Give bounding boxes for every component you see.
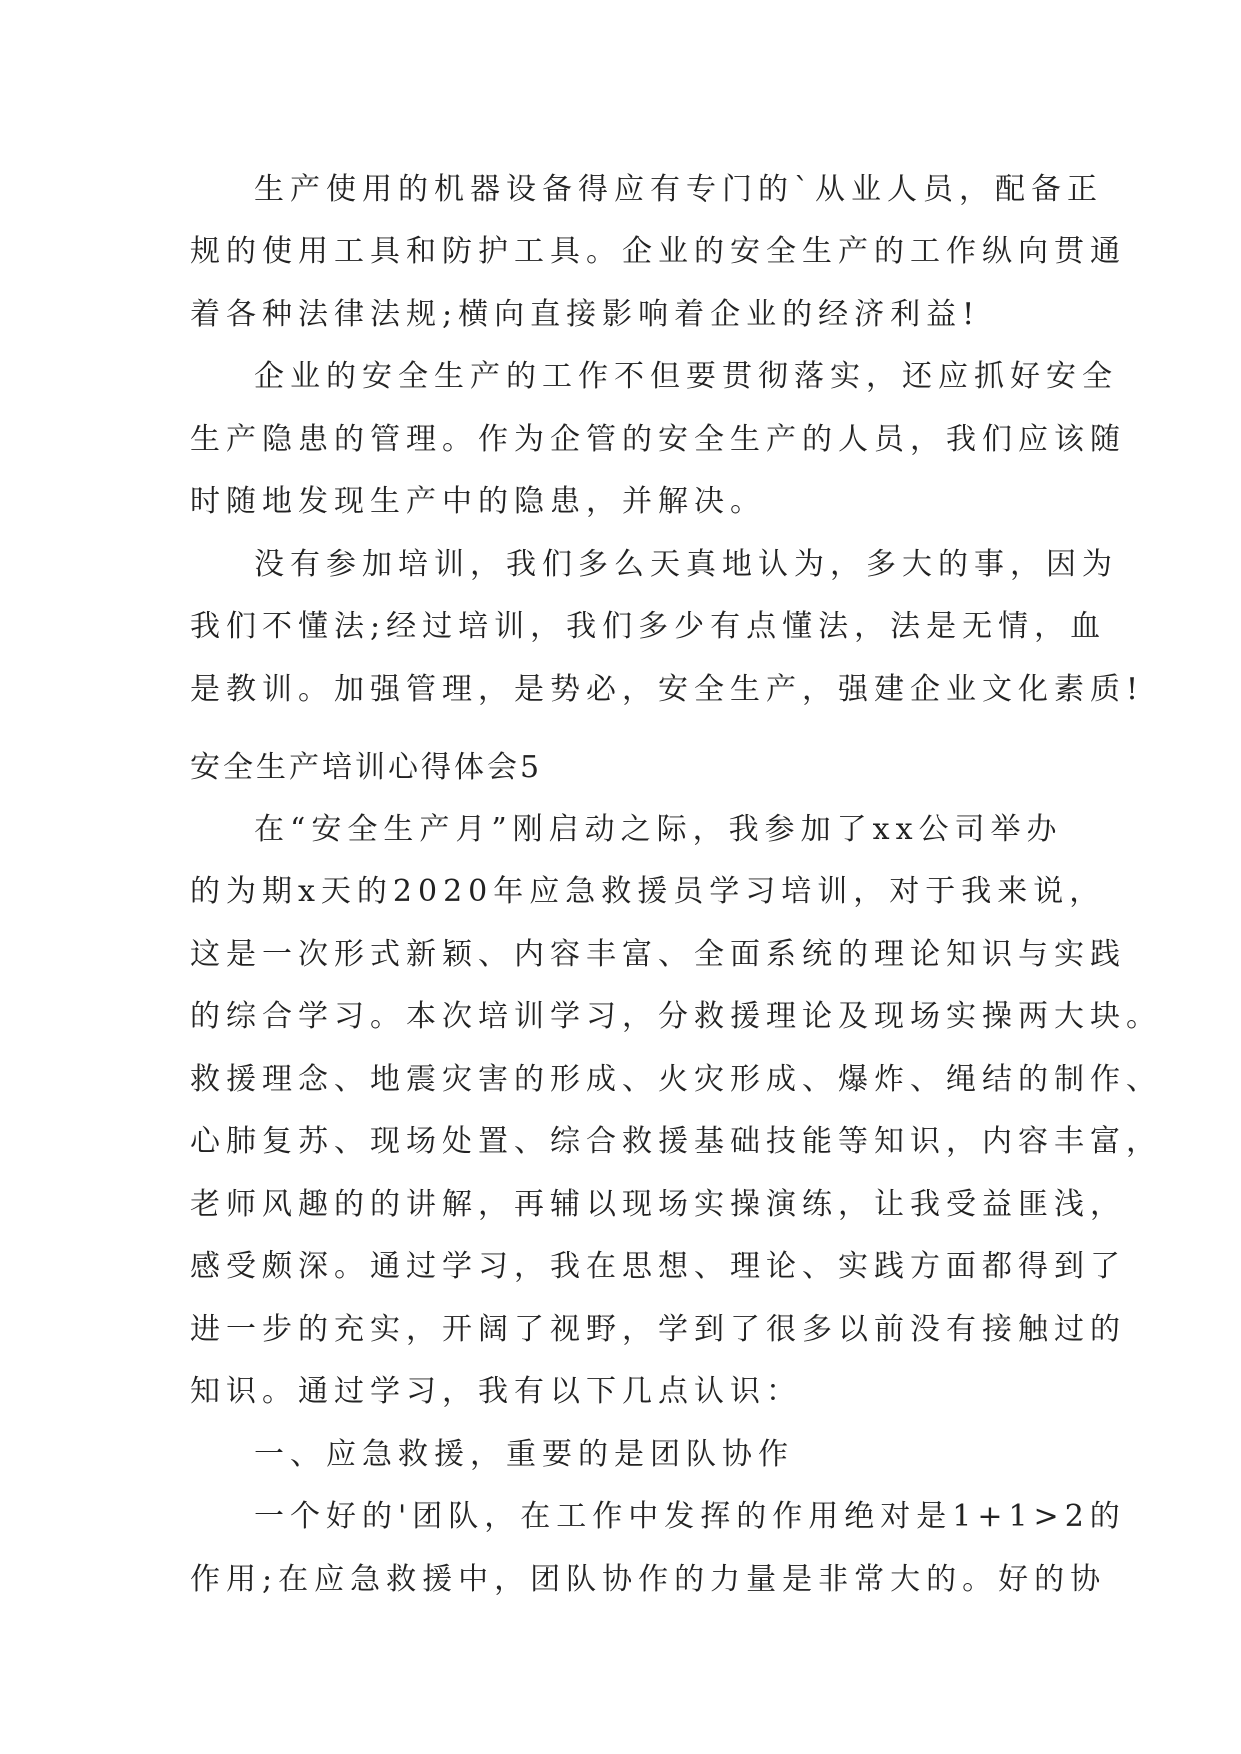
paragraph-line: 规的使用工具和防护工具。企业的安全生产的工作纵向贯通 <box>190 234 1126 269</box>
paragraph-line: 是教训。加强管理，是势必，安全生产，强建企业文化素质! <box>190 672 1145 707</box>
paragraph-line: 时随地发现生产中的隐患，并解决。 <box>190 484 766 519</box>
paragraph-line: 进一步的充实，开阔了视野，学到了很多以前没有接触过的 <box>190 1312 1126 1347</box>
paragraph-line: 一个好的'团队，在工作中发挥的作用绝对是1+1>2的 <box>254 1499 1126 1534</box>
paragraph-line: 没有参加培训，我们多么天真地认为，多大的事，因为 <box>254 547 1118 582</box>
paragraph-line: 感受颇深。通过学习，我在思想、理论、实践方面都得到了 <box>190 1249 1126 1284</box>
paragraph-line: 企业的安全生产的工作不但要贯彻落实，还应抓好安全 <box>254 359 1118 394</box>
subsection-heading: 一、应急救援，重要的是团队协作 <box>254 1437 794 1472</box>
paragraph-line: 生产使用的机器设备得应有专门的`从业人员，配备正 <box>254 172 1103 207</box>
section-heading: 安全生产培训心得体会5 <box>190 750 543 785</box>
paragraph-line: 在“安全生产月”刚启动之际，我参加了xx公司举办 <box>254 812 1063 847</box>
paragraph-line: 知识。通过学习，我有以下几点认识： <box>190 1374 802 1409</box>
paragraph-line: 的为期x天的2020年应急救援员学习培训，对于我来说， <box>190 874 1106 909</box>
paragraph-line: 生产隐患的管理。作为企管的安全生产的人员，我们应该随 <box>190 422 1126 457</box>
paragraph-line: 我们不懂法;经过培训，我们多少有点懂法，法是无情，血 <box>190 609 1107 644</box>
paragraph-line: 心肺复苏、现场处置、综合救援基础技能等知识，内容丰富， <box>190 1124 1162 1159</box>
paragraph-line: 的综合学习。本次培训学习，分救援理论及现场实操两大块。 <box>190 999 1162 1034</box>
paragraph-line: 老师风趣的的讲解，再辅以现场实操演练，让我受益匪浅， <box>190 1187 1126 1222</box>
paragraph-line: 这是一次形式新颖、内容丰富、全面系统的理论知识与实践 <box>190 937 1126 972</box>
paragraph-line: 作用;在应急救援中，团队协作的力量是非常大的。好的协 <box>190 1562 1107 1597</box>
paragraph-line: 救援理念、地震灾害的形成、火灾形成、爆炸、绳结的制作、 <box>190 1062 1162 1097</box>
paragraph-line: 着各种法律法规;横向直接影响着企业的经济利益! <box>190 297 981 332</box>
